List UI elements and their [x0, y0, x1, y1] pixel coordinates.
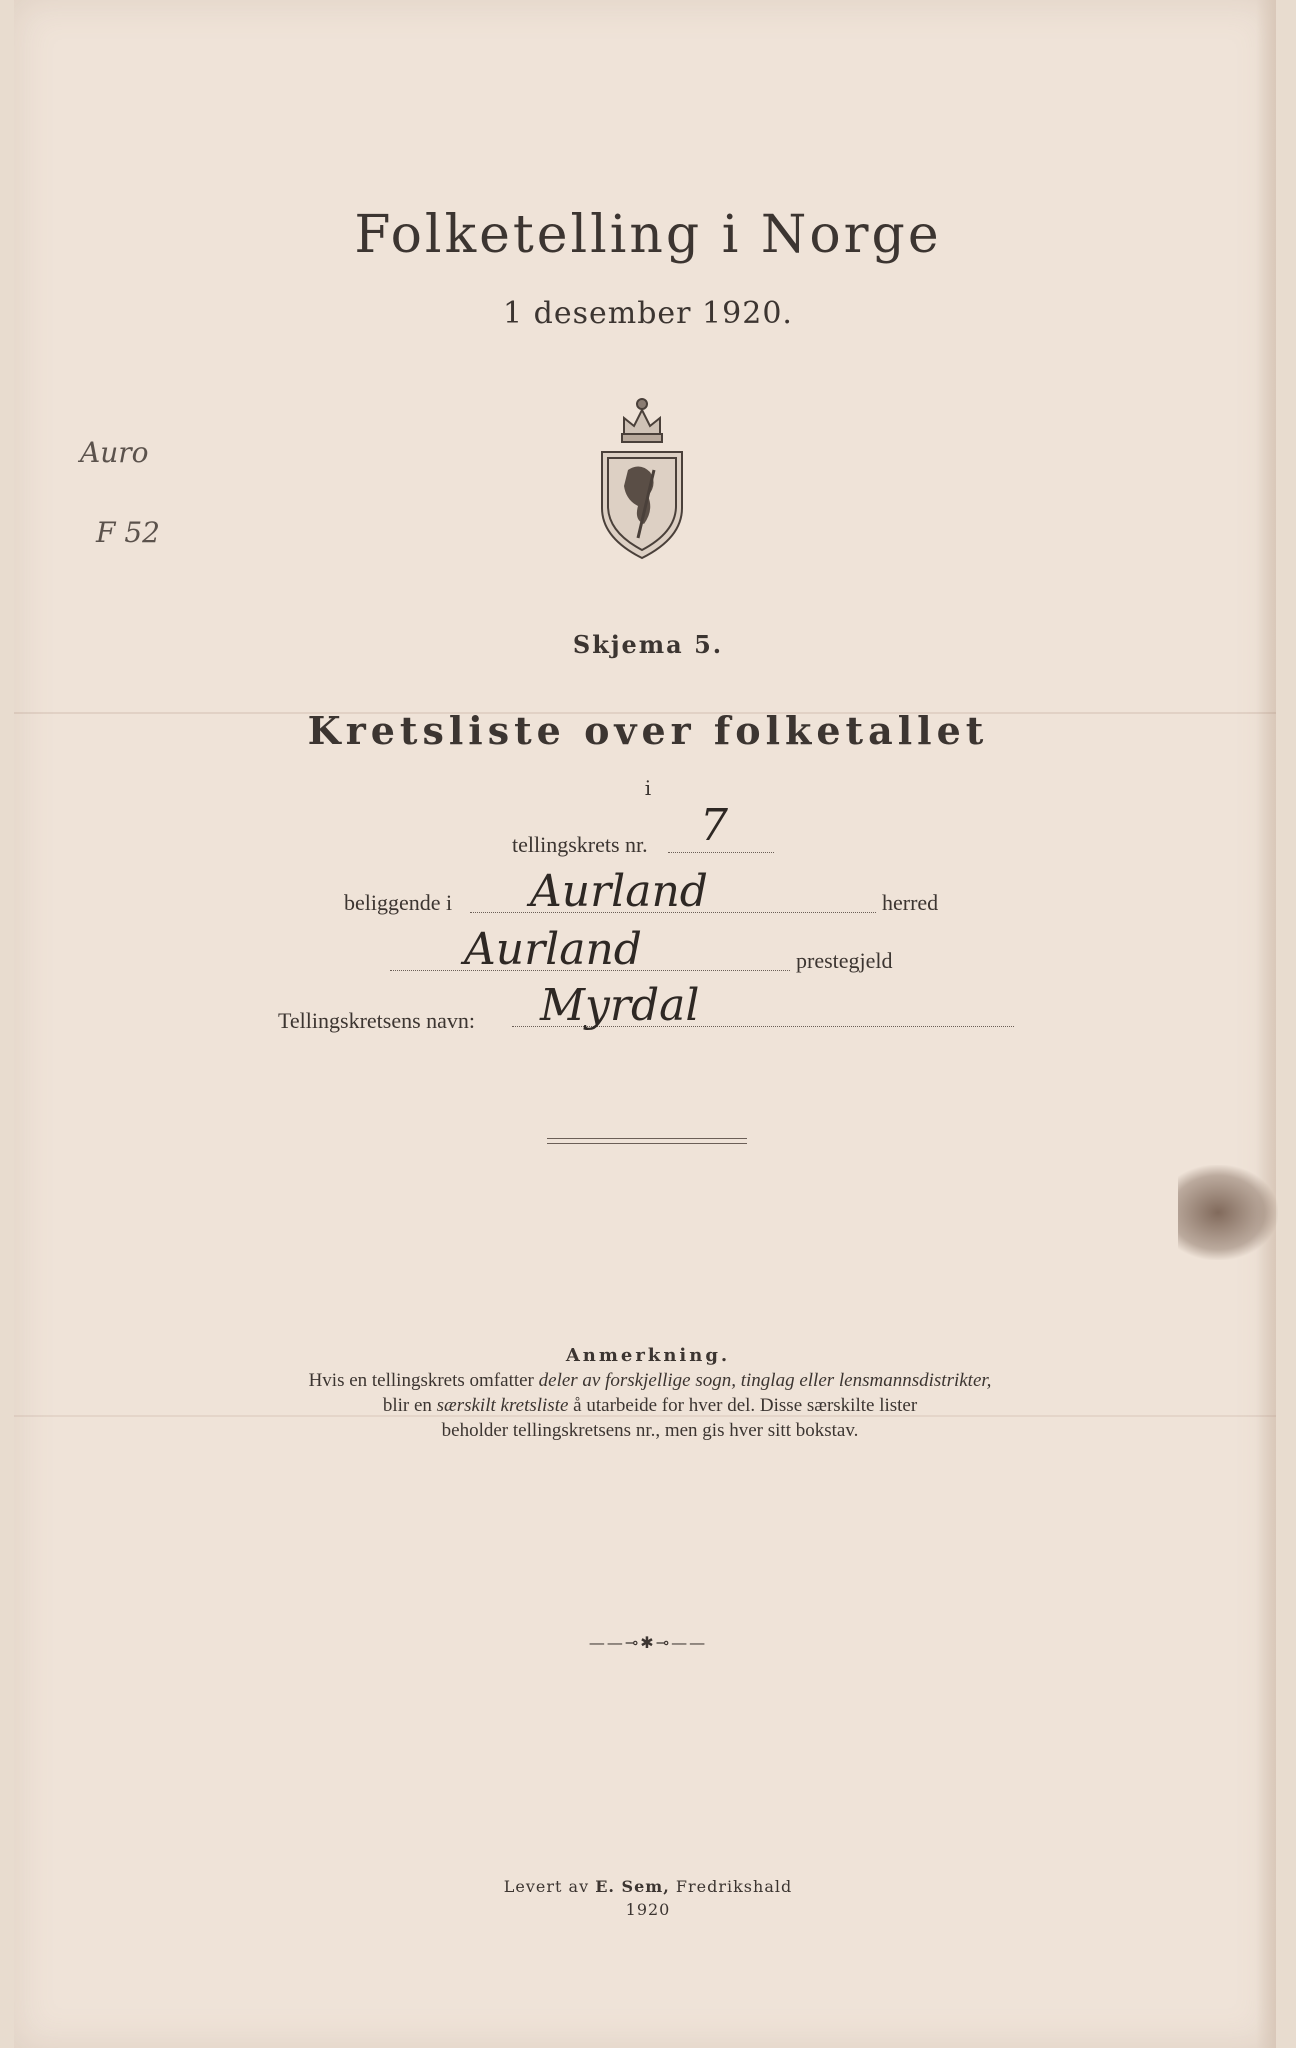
paper-stain: [1178, 1165, 1278, 1260]
navn-label: Tellingskretsens navn:: [278, 1008, 476, 1033]
remark-heading: Anmerkning.: [565, 1345, 731, 1366]
beliggende-label: beliggende i: [344, 890, 453, 915]
navn-handwritten: Myrdal: [540, 980, 700, 1031]
margin-note: F 52: [96, 516, 160, 549]
herred-handwritten: Aurland: [530, 866, 708, 917]
krets-label: tellingskrets nr.: [512, 832, 648, 857]
krets-field-line: [668, 852, 774, 853]
divider-rule: [547, 1138, 747, 1144]
prestegjeld-handwritten: Aurland: [464, 924, 642, 975]
remark-line-1: Hvis en tellingskrets omfatter deler av forskjellige sogn, tinglag eller lensmannsdistrikter,: [308, 1370, 992, 1391]
remark-line-2: blir en særskilt kretsliste å utarbeide for hver del. Disse særskilte lister: [382, 1395, 918, 1416]
printer-year: 1920: [625, 1900, 671, 1919]
document-date: 1 desember 1920.: [503, 296, 793, 331]
ornament-divider: ——⊸✱⊸——: [588, 1633, 708, 1652]
document-subtitle: Kretsliste over folketallet: [307, 708, 989, 753]
schema-number: Skjema 5.: [572, 630, 724, 659]
krets-number-handwritten: 7: [700, 800, 728, 851]
connector-text: i: [644, 776, 652, 800]
printer-line: Levert av E. Sem, Fredrikshald: [503, 1877, 793, 1896]
remark-line-3: beholder tellingskretsens nr., men gis hver sitt bokstav.: [441, 1420, 859, 1441]
margin-note: Auro: [80, 436, 149, 469]
remark-text: [200, 1368, 1100, 1443]
norwegian-coat-of-arms-icon: [594, 388, 690, 560]
document-title: Folketelling i Norge: [354, 205, 942, 265]
prestegjeld-label: prestegjeld: [796, 948, 893, 973]
herred-label: herred: [882, 890, 939, 915]
